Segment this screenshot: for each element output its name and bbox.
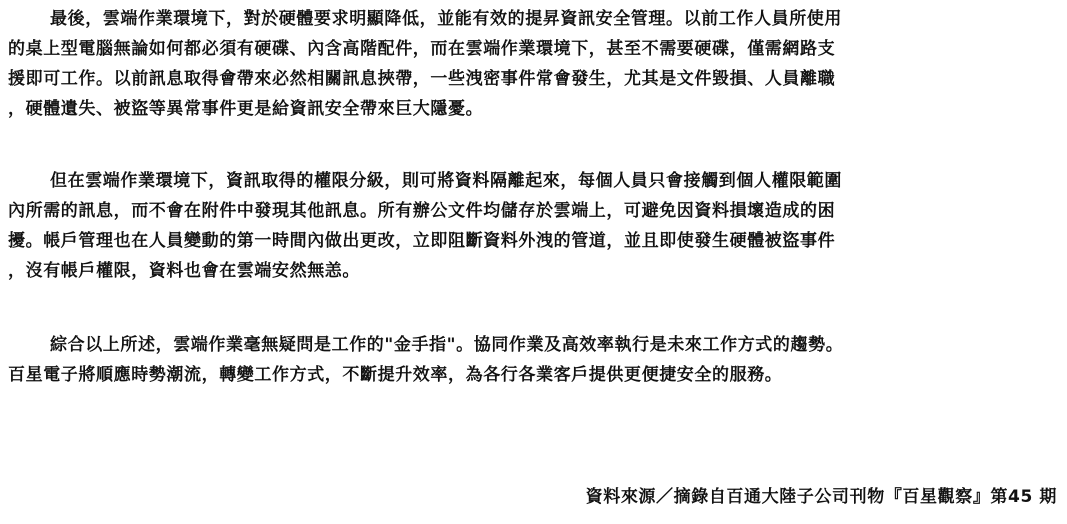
source-citation: 資料來源／摘錄自百通大陸子公司刊物『百星觀察』第45 期 [585, 487, 1057, 507]
paragraph-line: 但在雲端作業環境下，資訊取得的權限分級，則可將資料隔離起來，每個人員只會接觸到個人權限範圍 [50, 171, 842, 191]
paragraph-line: 最後，雲端作業環境下，對於硬體要求明顯降低，並能有效的提昇資訊安全管理。以前工作人員所使用 [50, 9, 842, 29]
paragraph-line: ，硬體遺失、被盜等異常事件更是給資訊安全帶來巨大隱憂。 [8, 99, 484, 119]
paragraph-hardware-security [8, 4, 1058, 124]
paragraph-conclusion [8, 330, 1058, 390]
paragraph-line: 綜合以上所述，雲端作業毫無疑問是工作的"金手指"。協同作業及高效率執行是未來工作方式的趨勢。 [50, 335, 844, 355]
paragraph-line: 百星電子將順應時勢潮流，轉變工作方式，不斷提升效率，為各行各業客戶提供更便捷安全的服務。 [8, 365, 783, 385]
paragraph-line: 的桌上型電腦無論如何都必須有硬碟、內含高階配件，而在雲端作業環境下，甚至不需要硬碟，僅需網路支 [8, 39, 836, 59]
paragraph-line: 內所需的訊息，而不會在附件中發現其他訊息。所有辦公文件均儲存於雲端上，可避免因資料損壞造成的困 [8, 201, 836, 221]
paragraph-permission-isolation [8, 166, 1058, 286]
paragraph-line: 擾。帳戶管理也在人員變動的第一時間內做出更改，立即阻斷資料外洩的管道，並且即使發生硬體被盜事件 [8, 231, 836, 251]
paragraph-line: 援即可工作。以前訊息取得會帶來必然相關訊息挾帶，一些洩密事件常會發生，尤其是文件毀損、人員離職 [8, 69, 836, 89]
paragraph-line: ，沒有帳戶權限，資料也會在雲端安然無恙。 [8, 261, 360, 281]
